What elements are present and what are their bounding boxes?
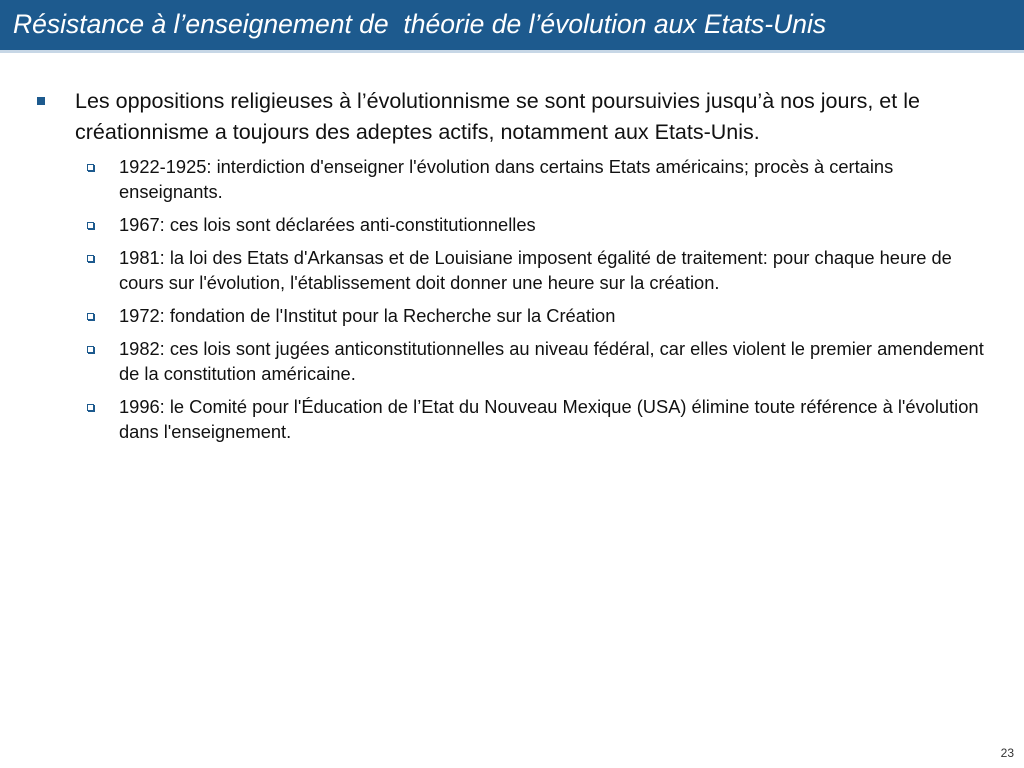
sub-bullet-list [0, 154, 1024, 444]
hollow-square-bullet-icon [87, 404, 94, 411]
sub-bullet-item [119, 394, 989, 444]
square-bullet-icon [37, 97, 45, 105]
main-bullet-text: Les oppositions religieuses à l’évolutionnisme se sont poursuivies jusqu’à nos jours, et le créationnisme a toujours des adeptes actifs, notamment aux Etats-Unis. [75, 89, 920, 144]
slide-number: 23 [1000, 746, 1014, 760]
sub-bullet-item [119, 212, 989, 237]
sub-bullet-text: 1982: ces lois sont jugées anticonstitutionnelles au niveau fédéral, car elles violent le premier amendement de la constitution américaine. [119, 338, 984, 384]
slide-content [0, 86, 1024, 452]
hollow-square-bullet-icon [87, 255, 94, 262]
main-bullet-item [75, 86, 970, 147]
sub-bullet-item [119, 336, 989, 386]
sub-bullet-item [119, 303, 989, 328]
hollow-square-bullet-icon [87, 346, 94, 353]
hollow-square-bullet-icon [87, 164, 94, 171]
sub-bullet-text: 1981: la loi des Etats d'Arkansas et de Louisiane imposent égalité de traitement: pour chaque heure de cours sur l'évolution, l'établissement doit donner une heure sur la création. [119, 247, 952, 293]
sub-bullet-item [119, 154, 989, 204]
slide-title: Résistance à l’enseignement de théorie de l’évolution aux Etats-Unis [13, 9, 827, 39]
sub-bullet-text: 1967: ces lois sont déclarées anti-constitutionnelles [119, 214, 536, 235]
sub-bullet-text: 1996: le Comité pour l'Éducation de l’Etat du Nouveau Mexique (USA) élimine toute référence à l'évolution dans l'enseignement. [119, 396, 979, 442]
hollow-square-bullet-icon [87, 313, 94, 320]
title-bar [0, 0, 1024, 53]
sub-bullet-text: 1922-1925: interdiction d'enseigner l'évolution dans certains Etats américains; procès à certains enseignants. [119, 156, 894, 202]
sub-bullet-text: 1972: fondation de l'Institut pour la Recherche sur la Création [119, 305, 616, 326]
hollow-square-bullet-icon [87, 222, 94, 229]
sub-bullet-item [119, 245, 989, 295]
